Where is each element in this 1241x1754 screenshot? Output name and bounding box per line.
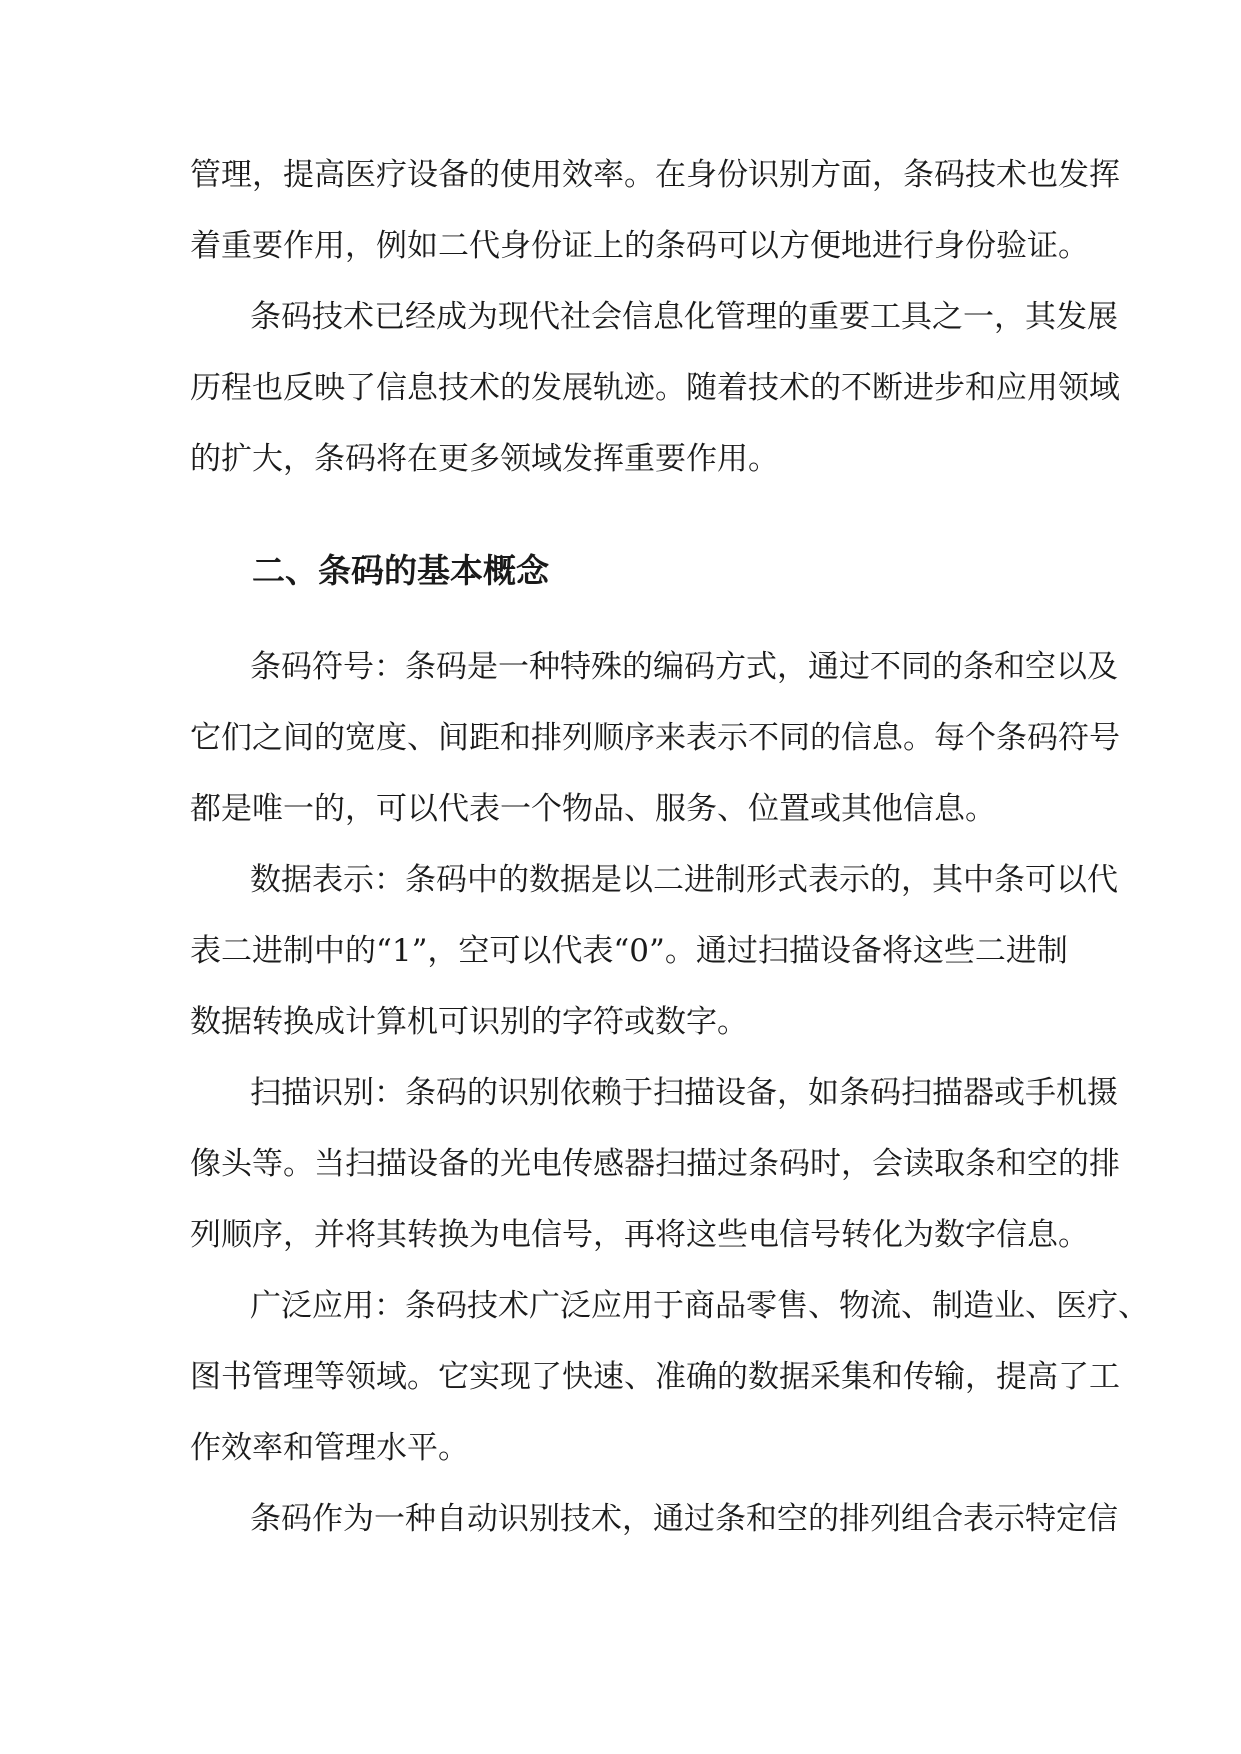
paragraph-line: 的扩大，条码将在更多领域发挥重要作用。 xyxy=(190,441,779,477)
paragraph-line: 数据表示：条码中的数据是以二进制形式表示的，其中条可以代 xyxy=(250,862,1118,898)
paragraph-line: 历程也反映了信息技术的发展轨迹。随着技术的不断进步和应用领域 xyxy=(190,370,1120,406)
body-paragraph xyxy=(190,845,1118,1058)
body-paragraph xyxy=(190,1271,1149,1484)
paragraph-line: 图书管理等领域。它实现了快速、准确的数据采集和传输，提高了工 xyxy=(190,1359,1120,1395)
paragraph-line: 表二进制中的“1”，空可以代表“0”。通过扫描设备将这些二进制 xyxy=(190,933,1068,969)
document-page xyxy=(190,140,1149,1555)
paragraph-line: 条码作为一种自动识别技术，通过条和空的排列组合表示特定信 xyxy=(250,1501,1118,1537)
body-paragraph xyxy=(190,140,1120,282)
paragraph-line: 广泛应用：条码技术广泛应用于商品零售、物流、制造业、医疗、 xyxy=(250,1288,1149,1324)
paragraph-line: 管理，提高医疗设备的使用效率。在身份识别方面，条码技术也发挥 xyxy=(190,157,1120,193)
paragraph-line: 它们之间的宽度、间距和排列顺序来表示不同的信息。每个条码符号 xyxy=(190,720,1120,756)
paragraph-line: 数据转换成计算机可识别的字符或数字。 xyxy=(190,1004,748,1040)
body-paragraph xyxy=(190,282,1120,495)
section-heading: 二、条码的基本概念 xyxy=(252,551,549,590)
body-paragraph xyxy=(190,1484,1118,1555)
paragraph-line: 像头等。当扫描设备的光电传感器扫描过条码时，会读取条和空的排 xyxy=(190,1146,1120,1182)
paragraph-line: 条码符号：条码是一种特殊的编码方式，通过不同的条和空以及 xyxy=(250,649,1118,685)
paragraph-line: 着重要作用，例如二代身份证上的条码可以方便地进行身份验证。 xyxy=(190,228,1089,264)
body-paragraph xyxy=(190,1058,1120,1271)
body-paragraph xyxy=(190,632,1120,845)
paragraph-line: 扫描识别：条码的识别依赖于扫描设备，如条码扫描器或手机摄 xyxy=(250,1075,1118,1111)
paragraph-line: 列顺序，并将其转换为电信号，再将这些电信号转化为数字信息。 xyxy=(190,1217,1089,1253)
paragraph-line: 条码技术已经成为现代社会信息化管理的重要工具之一，其发展 xyxy=(250,299,1118,335)
paragraph-line: 都是唯一的，可以代表一个物品、服务、位置或其他信息。 xyxy=(190,791,996,827)
paragraph-line: 作效率和管理水平。 xyxy=(190,1430,469,1466)
